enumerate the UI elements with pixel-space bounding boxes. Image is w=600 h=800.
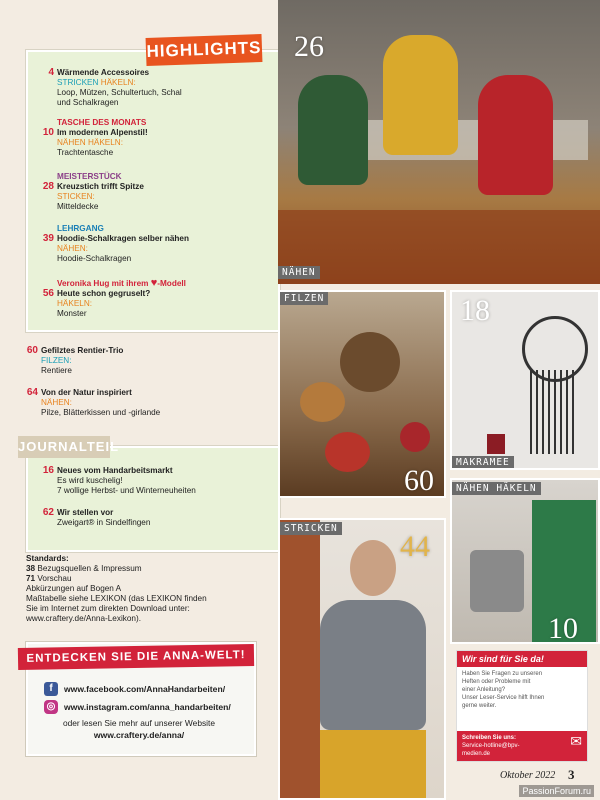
page-number: 60 <box>26 345 38 356</box>
vase <box>487 434 505 454</box>
photo-naehen-dolls <box>278 0 600 284</box>
toc-entry[interactable] <box>40 224 189 264</box>
facebook-url: www.facebook.com/AnnaHandarbeiten/ <box>64 684 226 694</box>
service-text: einer Anleitung? <box>462 687 506 693</box>
page-number: 71 <box>26 574 36 583</box>
toc-entry[interactable] <box>40 118 148 158</box>
sweater <box>320 600 426 730</box>
section-label: LEHRGANG <box>57 224 104 233</box>
reindeer-head <box>325 432 370 472</box>
entry-title: Neues vom Handarbeitsmarkt <box>57 466 173 475</box>
toc-entry[interactable] <box>24 388 160 418</box>
entry-title: Im modernen Alpenstil! <box>57 128 148 137</box>
standards-text: Sie im Internet zum direkten Download unter: <box>26 604 190 613</box>
page-number: 60 <box>404 464 434 497</box>
toc-entry[interactable] <box>40 508 150 528</box>
highlights-banner: HIGHLIGHTS <box>146 34 263 66</box>
apple <box>400 422 430 452</box>
category-label: HÄKELN: <box>87 138 123 147</box>
issue-date: Oktober 2022 <box>500 770 556 781</box>
website-link[interactable]: www.craftery.de/anna/ <box>93 730 185 740</box>
page-number: 4 <box>48 67 54 78</box>
category-tag: STRICKEN <box>280 522 342 535</box>
entry-desc: Monster <box>57 309 87 318</box>
page-number: 3 <box>568 767 575 782</box>
toc-entry[interactable] <box>24 346 123 376</box>
page-number: 10 <box>42 127 54 138</box>
entry-desc: Mitteldecke <box>57 202 99 211</box>
wooden-wall <box>280 520 320 800</box>
entry-title: Kreuzstich trifft Spitze <box>57 182 144 191</box>
category-label: STICKEN: <box>57 192 95 201</box>
service-text: Unser Leser-Service hilft Ihnen <box>462 695 545 701</box>
lexikon-link[interactable]: www.craftery.de/Anna-Lexikon). <box>26 614 141 623</box>
anna-banner: ENTDECKEN SIE DIE ANNA-WELT! <box>18 644 254 670</box>
section-label: Veronika Hug mit ihrem <box>57 279 149 288</box>
page-number: 28 <box>42 181 54 192</box>
service-email: medien.de <box>462 751 491 757</box>
page-number: 64 <box>26 387 38 398</box>
mail-icon: ✉ <box>570 733 582 749</box>
page-number: 44 <box>400 530 430 563</box>
yellow-pants <box>320 730 426 800</box>
reindeer-head <box>340 332 400 392</box>
journal-panel <box>26 446 280 552</box>
entry-title: Heute schon gegruselt? <box>57 289 151 298</box>
entry-title: Gefilztes Rentier-Trio <box>41 346 124 355</box>
entry-title: Hoodie-Schalkragen selber nähen <box>57 234 189 243</box>
autumn-leaves <box>278 210 600 284</box>
instagram-url: www.instagram.com/anna_handarbeiten/ <box>64 702 231 712</box>
category-label: NÄHEN: <box>41 398 72 407</box>
entry-title: Wärmende Accessoires <box>57 68 150 77</box>
page-number: 62 <box>42 507 54 518</box>
photo-naehen-haekeln-bag <box>450 478 600 644</box>
category-label: NÄHEN <box>57 138 86 147</box>
photo-filzen-reindeer <box>278 290 446 498</box>
page-number: 39 <box>42 233 54 244</box>
service-title: Wir sind für Sie da! <box>457 651 587 667</box>
category-label: HÄKELN: <box>57 299 93 308</box>
section-label: MEISTERSTÜCK <box>57 172 122 181</box>
entry-desc: Pilze, Blätterkissen und -girlande <box>41 408 161 417</box>
doll-red <box>478 75 553 195</box>
page-number: 38 <box>26 564 36 573</box>
instagram-link[interactable] <box>44 700 231 714</box>
model-face <box>350 540 396 596</box>
toc-entry[interactable] <box>40 466 196 496</box>
entry-desc: Trachtentasche <box>57 148 114 157</box>
standards-text: Maßtabelle siehe LEXIKON (das LEXIKON finden <box>26 594 207 603</box>
toc-entry[interactable] <box>40 172 144 212</box>
entry-desc: Loop, Mützen, Schultertuch, Schal <box>57 88 182 97</box>
toc-entry[interactable] <box>40 278 186 319</box>
standards-block <box>26 554 207 624</box>
standards-heading: Standards: <box>26 554 69 563</box>
instagram-icon: ◎ <box>44 700 58 714</box>
category-label: STRICKEN <box>57 78 99 87</box>
photo-stricken-sweater <box>278 518 446 800</box>
section-label: TASCHE DES MONATS <box>57 118 147 127</box>
entry-title: Wir stellen vor <box>57 508 114 517</box>
macrame-fringe <box>530 370 574 454</box>
entry-desc: und Schalkragen <box>57 98 119 107</box>
facebook-link[interactable] <box>44 682 225 696</box>
facebook-icon: f <box>44 682 58 696</box>
category-label: NÄHEN: <box>57 244 88 253</box>
page-number: 26 <box>294 30 324 63</box>
category-label: HÄKELN: <box>100 78 136 87</box>
bag <box>470 550 524 612</box>
category-label: FILZEN: <box>41 356 72 365</box>
standards-text: Vorschau <box>37 574 72 583</box>
service-contact[interactable] <box>457 731 587 761</box>
service-text: Heften oder Probleme mit <box>462 679 531 685</box>
entry-desc: Rentiere <box>41 366 72 375</box>
category-tag: NÄHEN <box>278 266 320 279</box>
service-text: gerne weiter. <box>462 703 497 709</box>
doll-yellow <box>383 35 458 155</box>
page-number: 10 <box>548 612 578 644</box>
category-tag: FILZEN <box>280 292 328 305</box>
reindeer-head <box>300 382 345 422</box>
heart-icon: ♥ <box>150 277 158 289</box>
page-number: 16 <box>42 465 54 476</box>
service-email: Service-hotline@bpv- <box>462 743 520 749</box>
entry-desc: 7 wollige Herbst- und Winterneuheiten <box>57 486 196 495</box>
page-number: 18 <box>460 294 490 327</box>
entry-desc: Zweigart® in Sindelfingen <box>57 518 151 527</box>
toc-entry[interactable] <box>40 68 182 108</box>
page-number: 56 <box>42 288 54 299</box>
service-text: Schreiben Sie uns: <box>462 735 517 741</box>
standards-text: Bezugsquellen & Impressum <box>37 564 142 573</box>
section-label: -Modell <box>157 279 186 288</box>
doll-green <box>298 75 368 185</box>
photo-makramee <box>450 290 600 470</box>
service-box <box>456 650 588 762</box>
category-tag: NÄHEN HÄKELN <box>452 482 541 495</box>
standards-text: Abkürzungen auf Bogen A <box>26 584 122 593</box>
watermark: PassionForum.ru <box>519 785 594 797</box>
service-text: Haben Sie Fragen zu unseren <box>462 671 543 677</box>
entry-desc: Es wird kuschelig! <box>57 476 123 485</box>
category-tag: MAKRAMEE <box>452 456 514 469</box>
journal-banner: JOURNALTEIL <box>18 436 110 458</box>
entry-desc: Hoodie-Schalkragen <box>57 254 132 263</box>
entry-title: Von der Natur inspiriert <box>41 388 132 397</box>
website-note: oder lesen Sie mehr auf unserer Website <box>62 718 216 728</box>
